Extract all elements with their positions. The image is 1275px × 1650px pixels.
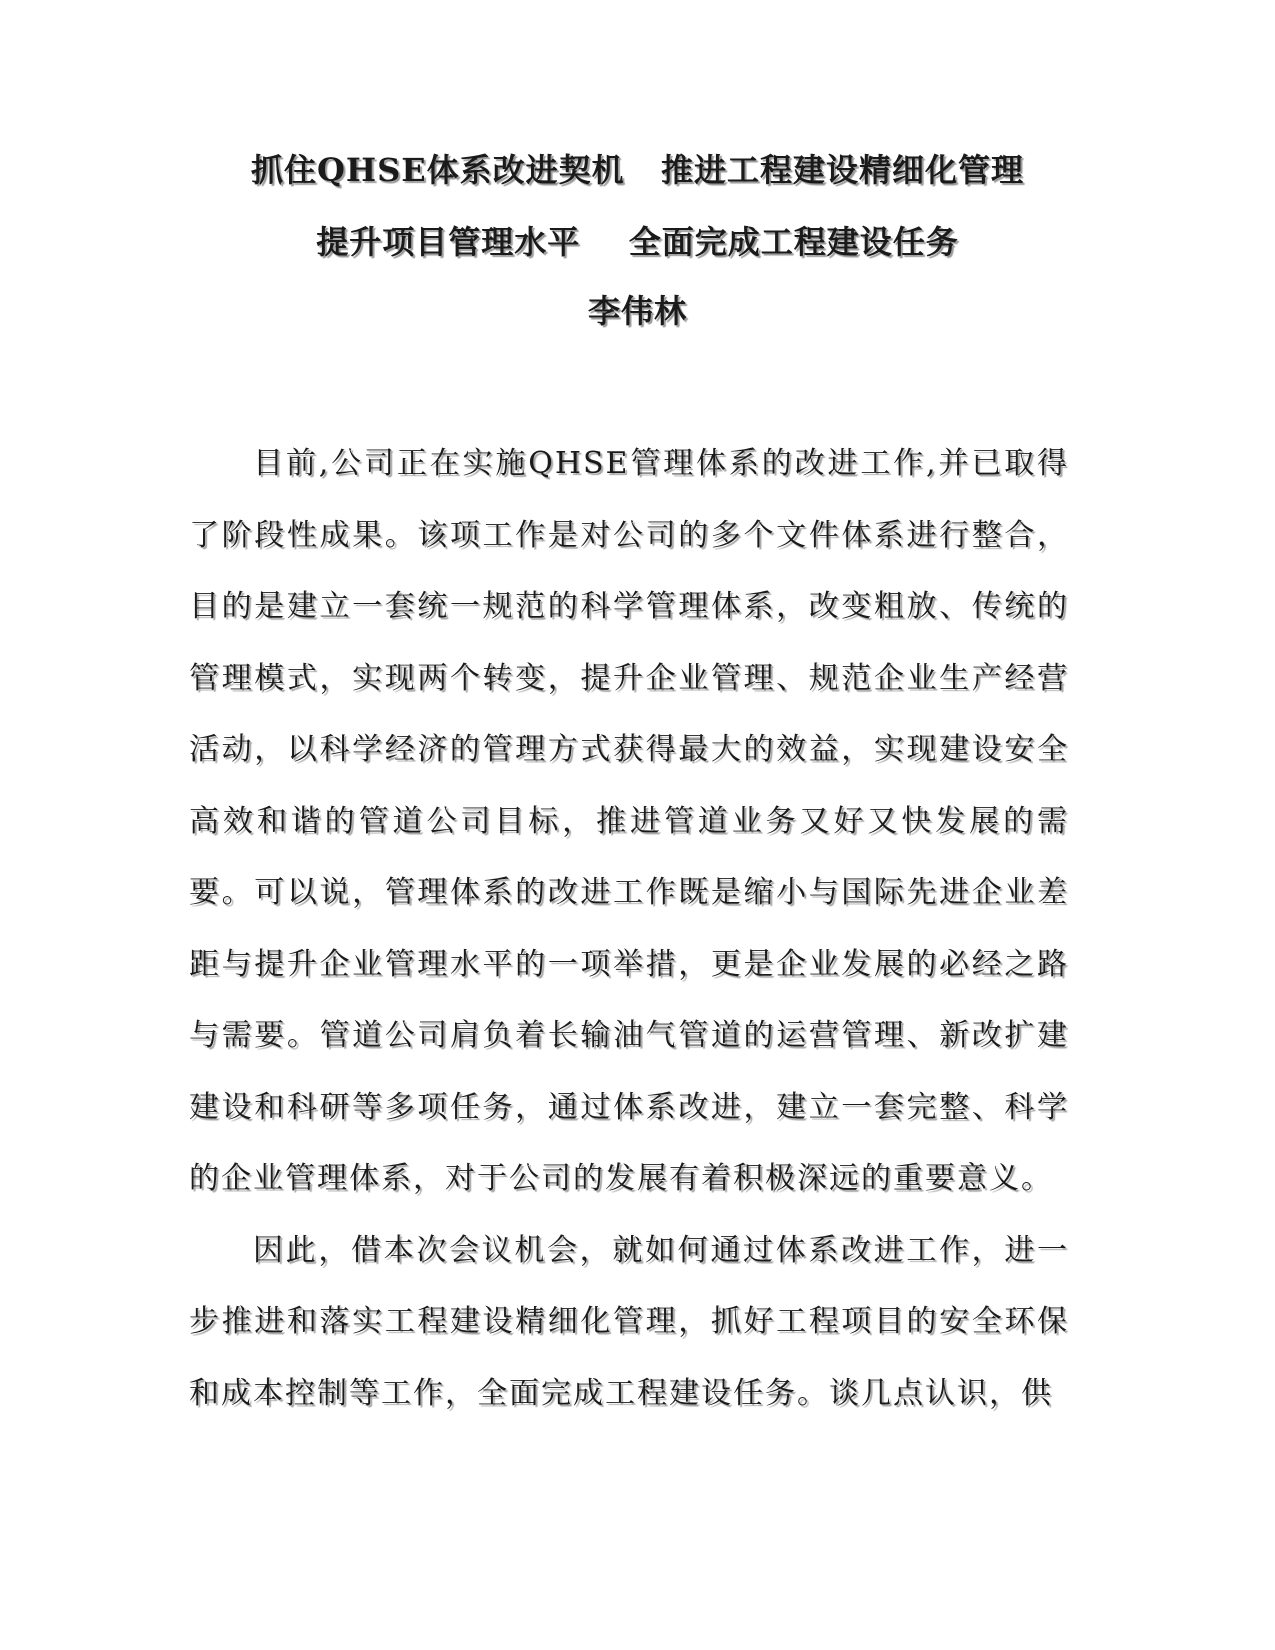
body-paragraph-1: 目前,公司正在实施QHSE管理体系的改进工作,并已取得了阶段性成果。该项工作是对公司的多个文件体系进行整合，目的是建立一套统一规范的科学管理体系，改变粗放、传统的管理模式，实现两个转变，提升企业管理、规范企业生产经营活动，以科学经济的管理方式获得最大的效益，实现建设安全高效和谐的管道公司目标，推进管道业务又好又快发展的需要。可以说，管理体系的改进工作既是缩小与国际先进企业差距与提升企业管理水平的一项举措，更是企业发展的必经之路与需要。管道公司肩负着长输油气管道的运营管理、新改扩建建设和科研等多项任务，通过体系改进，建立一套完整、科学的企业管理体系，对于公司的发展有着积极深远的重要意义。 [189,446,1069,1196]
body-paragraph-2: 因此，借本次会议机会，就如何通过体系改进工作，进一步推进和落实工程建设精细化管理，抓好工程项目的安全环保和成本控制等工作，全面完成工程建设任务。谈几点认识，供 [189,1232,1069,1411]
document-body [189,428,1069,1429]
document-author: 李伟林 [587,292,687,330]
document-title-line-1: 抓住QHSE体系改进契机 推进工程建设精细化管理 [250,151,1025,189]
document-title-line-2: 提升项目管理水平 全面完成工程建设任务 [316,223,959,261]
